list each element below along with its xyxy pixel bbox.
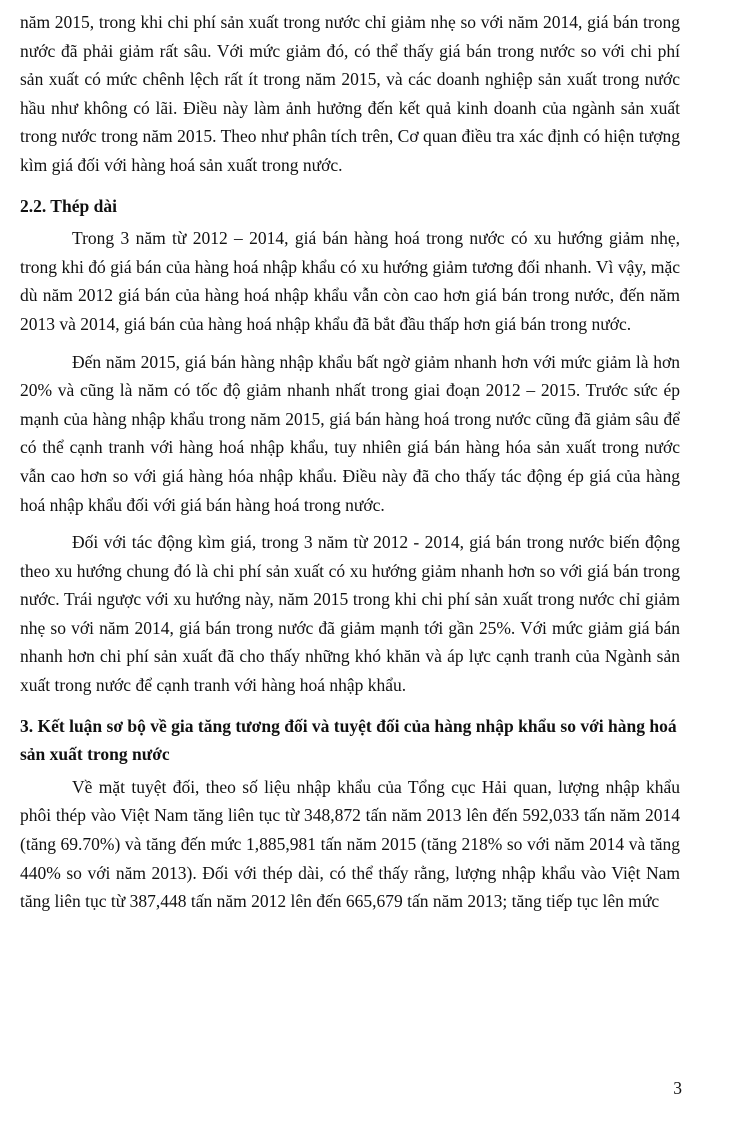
section-heading-3: 3. Kết luận sơ bộ về gia tăng tương đối và tuyệt đối của hàng nhập khẩu so với hàng hoá sản xuất trong nước <box>20 715 677 765</box>
paragraph: Trong 3 năm từ 2012 – 2014, giá bán hàng hoá trong nước có xu hướng giảm nhẹ, trong khi đó giá bán của hàng hoá nhập khẩu có xu hướng giảm tương đối nhanh. Vì vậy, mặc dù năm 2012 giá bán của hàng hoá nhập khẩu vẫn còn cao hơn giá bán trong nước, đến năm 2013 và 2014, giá bán của hàng hoá nhập khẩu đã bắt đầu thấp hơn giá bán trong nước. <box>20 228 680 334</box>
paragraph-continuation: năm 2015, trong khi chi phí sản xuất trong nước chỉ giảm nhẹ so với năm 2014, giá bán trong nước đã phải giảm rất sâu. Với mức giảm đó, có thể thấy giá bán trong nước so với chi phí sản xuất có mức chênh lệch rất ít trong năm 2015, và các doanh nghiệp sản xuất trong nước hầu như không có lãi. Điều này làm ảnh hưởng đến kết quả kinh doanh của ngành sản xuất trong nước trong năm 2015. Theo như phân tích trên, Cơ quan điều tra xác định có hiện tượng kìm giá đối với hàng hoá sản xuất trong nước. <box>20 12 680 175</box>
page-number: 3 <box>673 1078 682 1098</box>
paragraph: Đối với tác động kìm giá, trong 3 năm từ 2012 - 2014, giá bán trong nước biến động theo xu hướng chung đó là chi phí sản xuất có xu hướng giảm nhanh hơn so với giá bán trong nước. Trái ngược với xu hướng này, năm 2015 trong khi chi phí sản xuất trong nước chỉ giảm nhẹ so với năm 2014, giá bán trong nước đã giảm mạnh tới gần 25%. Với mức giảm giá bán nhanh hơn chi phí sản xuất đã cho thấy những khó khăn và áp lực cạnh tranh của Ngành sản xuất trong nước để cạnh tranh với hàng hoá nhập khẩu. <box>20 532 680 696</box>
section-heading-2-2: 2.2. Thép dài <box>20 195 117 216</box>
paragraph: Đến năm 2015, giá bán hàng nhập khẩu bất ngờ giảm nhanh hơn với mức giảm là hơn 20% và cũng là năm có tốc độ giảm nhanh nhất trong giai đoạn 2012 – 2015. Trước sức ép mạnh của hàng nhập khẩu trong năm 2015, giá bán hàng hoá trong nước cũng đã giảm sâu để có thể cạnh tranh với hàng hoá nhập khẩu, tuy nhiên giá bán hàng hóa sản xuất trong nước vẫn cao hơn so với giá hàng hóa nhập khẩu. Điều này đã cho thấy tác động ép giá của hàng hoá nhập khẩu đối với giá bán hàng hoá trong nước. <box>20 351 680 515</box>
document-page <box>20 8 680 916</box>
paragraph: Về mặt tuyệt đối, theo số liệu nhập khẩu của Tổng cục Hải quan, lượng nhập khẩu phôi thép vào Việt Nam tăng liên tục từ 348,872 tấn năm 2013 lên đến 592,033 tấn năm 2014 (tăng 69.70%) và tăng đến mức 1,885,981 tấn năm 2015 (tăng 218% so với năm 2014 và tăng 440% so với năm 2013). Đối với thép dài, có thể thấy rằng, lượng nhập khẩu vào Việt Nam tăng liên tục từ 387,448 tấn năm 2012 lên đến 665,679 tấn năm 2013; tăng tiếp tục lên mức <box>20 776 680 912</box>
